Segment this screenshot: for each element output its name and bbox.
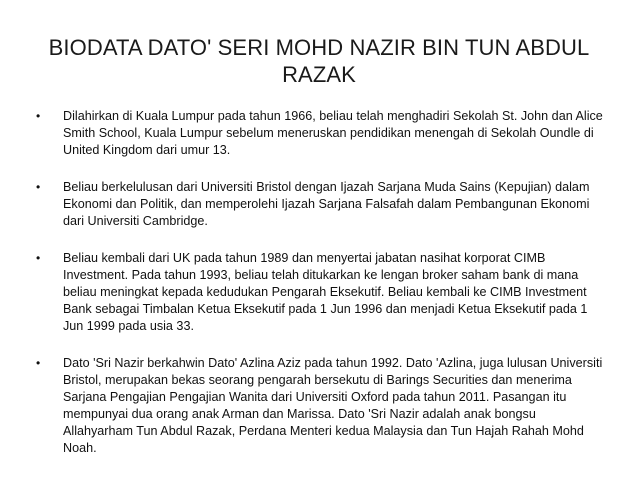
bullet-text: Dilahirkan di Kuala Lumpur pada tahun 1966, beliau telah menghadiri Sekolah St. John dan Alice Smith School, Kuala Lumpur sebelum meneruskan pendidikan menengah di Sekolah Oundle di United Kingdom dari umur 13. xyxy=(63,109,603,157)
bullet-text: Beliau kembali dari UK pada tahun 1989 dan menyertai jabatan nasihat korporat CIMB Investment. Pada tahun 1993, beliau telah ditukarkan ke lengan broker saham bank di mana beliau meningkat kepada kedudukan Pengarah Eksekutif. Beliau kembali ke CIMB Investment Bank sebagai Timbalan Ketua Eksekutif pada 1 Jun 1996 dan menjadi Ketua Eksekutif pada 1 Jun 1999 pada usia 33. xyxy=(63,251,588,333)
bullet-icon: • xyxy=(36,356,41,370)
bullet-icon: • xyxy=(36,109,41,123)
bullet-icon: • xyxy=(36,180,41,194)
bullet-list xyxy=(36,108,604,457)
bullet-item xyxy=(36,108,604,159)
bullet-item xyxy=(36,179,604,230)
bullet-icon: • xyxy=(36,251,41,265)
bullet-item xyxy=(36,250,604,335)
bullet-item xyxy=(36,355,604,457)
bullet-text: Dato 'Sri Nazir berkahwin Dato' Azlina Aziz pada tahun 1992. Dato 'Azlina, juga lulusan Universiti Bristol, merupakan bekas seorang pengarah bersekutu di Barings Securities dan menerima Sarjana Pengajian Pengajian Wanita dari Universiti Oxford pada tahun 2011. Pasangan itu mempunyai dua orang anak Arman dan Marissa. Dato 'Sri Nazir adalah anak bongsu Allahyarham Tun Abdul Razak, Perdana Menteri kedua Malaysia dan Tun Hajah Rahah Mohd Noah. xyxy=(63,356,603,455)
slide-title: BIODATA DATO' SERI MOHD NAZIR BIN TUN ABDUL RAZAK xyxy=(48,35,590,87)
bullet-text: Beliau berkelulusan dari Universiti Bristol dengan Ijazah Sarjana Muda Sains (Kepujian) dalam Ekonomi dan Politik, dan memperolehi Ijazah Sarjana Falsafah dalam Pembangunan Ekonomi dari Universiti Cambridge. xyxy=(63,180,590,228)
